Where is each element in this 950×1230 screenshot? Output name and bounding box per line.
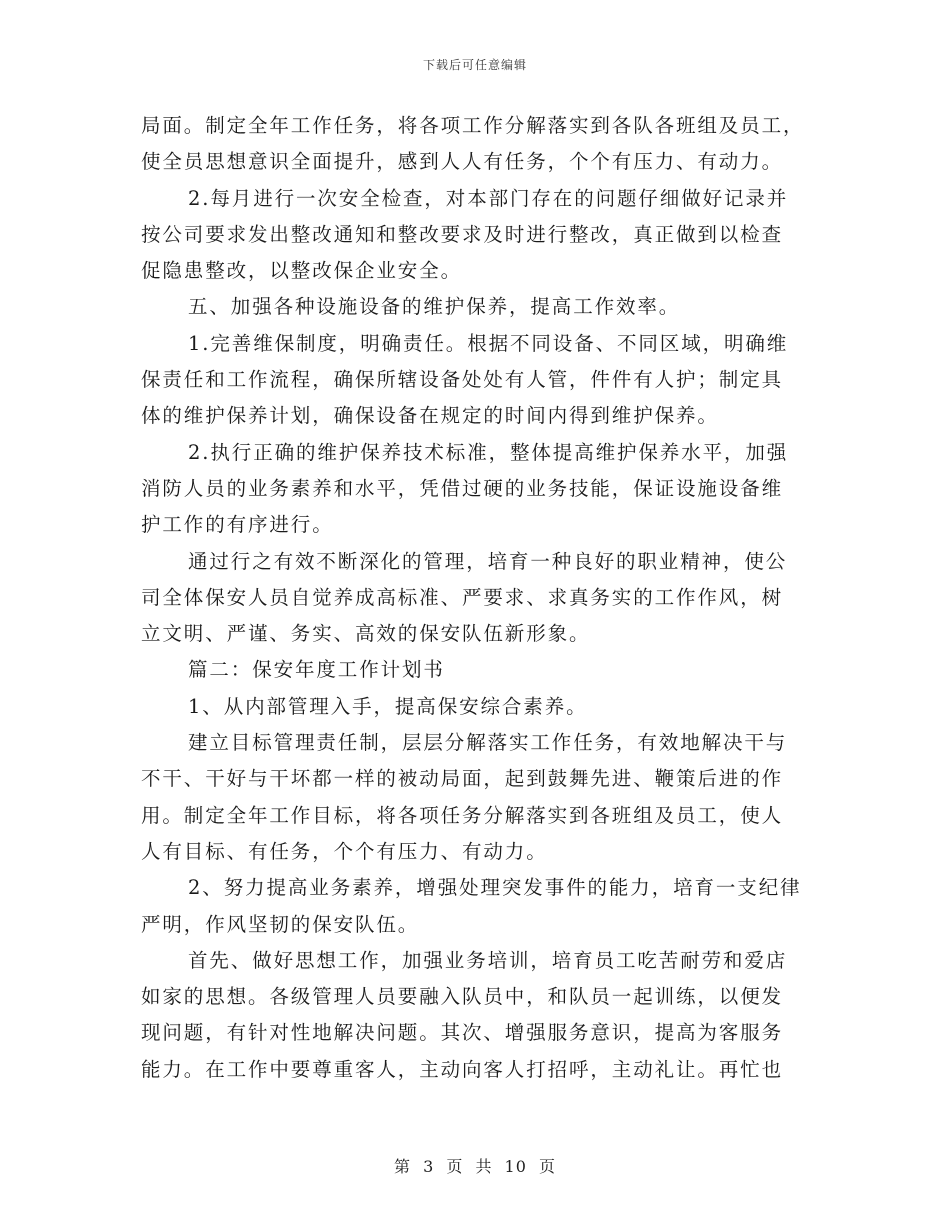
text-line: 首先、做好思想工作，加强业务培训，培育员工吃苦耐劳和爱店 — [188, 948, 788, 972]
text-line: 五、加强各种设施设备的维护保养，提高工作效率。 — [188, 295, 681, 319]
page-header: 下载后可任意编辑 — [422, 58, 527, 72]
document-body — [141, 108, 811, 1088]
text-line: 使全员思想意识全面提升，感到人人有任务，个个有压力、有动力。 — [141, 150, 784, 174]
text-line: 消防人员的业务素养和水平，凭借过硬的业务技能，保证设施设备维 — [141, 476, 784, 500]
text-line: 局面。制定全年工作任务，将各项工作分解落实到各队各班组及员工， — [141, 114, 805, 137]
text-line: 人有目标、有任务，个个有压力、有动力。 — [141, 839, 548, 863]
text-line: 篇二：保安年度工作计划书 — [188, 658, 445, 682]
text-line: 立文明、严谨、务实、高效的保安队伍新形象。 — [141, 622, 591, 646]
text-line: 促隐患整改，以整改保企业安全。 — [141, 259, 463, 283]
text-line: 如家的思想。各级管理人员要融入队员中，和队员一起训练，以便发 — [141, 985, 784, 1009]
text-line: 体的维护保养计划，确保设备在规定的时间内得到维护保养。 — [141, 404, 719, 428]
text-line: 按公司要求发出整改通知和整改要求及时进行整改，真正做到以检查 — [141, 222, 784, 246]
text-line: 1.完善维保制度，明确责任。根据不同设备、不同区域，明确维 — [188, 331, 789, 355]
text-line: 用。制定全年工作目标，将各项任务分解落实到各班组及员工，使人 — [141, 803, 784, 827]
text-line: 保责任和工作流程，确保所辖设备处处有人管，件件有人护；制定具 — [141, 368, 784, 392]
text-line: 通过行之有效不断深化的管理，培育一种良好的职业精神，使公 — [188, 549, 788, 573]
text-line: 2.执行正确的维护保养技术标准，整体提高维护保养水平，加强 — [188, 440, 789, 464]
page-footer: 第 3 页 共 10 页 — [394, 1157, 556, 1176]
text-line: 1、从内部管理入手，提高保安综合素养。 — [188, 694, 588, 718]
text-line: 2.每月进行一次安全检查，对本部门存在的问题仔细做好记录并 — [188, 186, 789, 210]
text-line: 不干、干好与干坏都一样的被动局面，起到鼓舞先进、鞭策后进的作 — [141, 767, 784, 791]
text-line: 建立目标管理责任制，层层分解落实工作任务，有效地解决干与 — [188, 731, 788, 755]
text-line: 严明，作风坚韧的保安队伍。 — [141, 912, 420, 936]
text-line: 司全体保安人员自觉养成高标准、严要求、求真务实的工作作风，树 — [141, 585, 784, 609]
text-line: 现问题，有针对性地解决问题。其次、增强服务意识，提高为客服务 — [141, 1021, 784, 1045]
text-line: 2、努力提高业务素养，增强处理突发事件的能力，培育一支纪律 — [188, 876, 802, 900]
text-line: 能力。在工作中要尊重客人，主动向客人打招呼，主动礼让。再忙也 — [141, 1057, 784, 1081]
text-line: 护工作的有序进行。 — [141, 513, 334, 537]
